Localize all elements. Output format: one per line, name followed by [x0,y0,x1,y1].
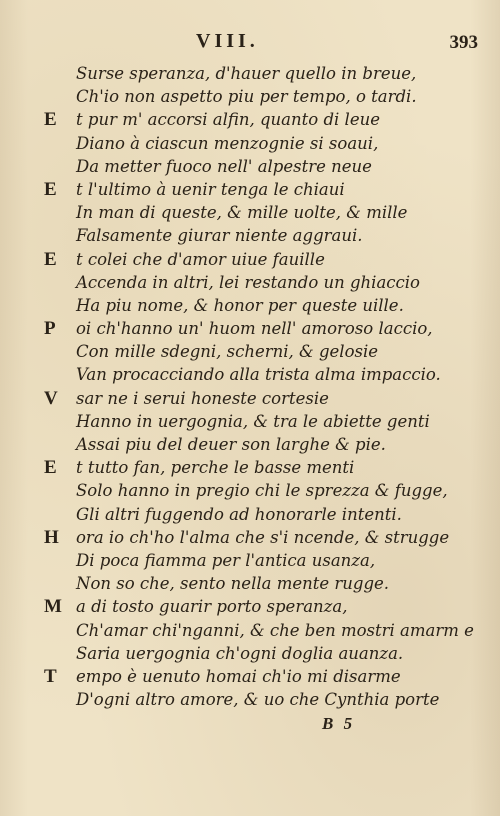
poem-line [0,317,500,340]
poem-line-text: Van procacciando alla trista alma impaccio. [76,365,441,385]
poem-line-text: Falsamente giurar niente aggraui. [76,226,363,246]
poem-line-text: t pur m' accorsi alfin, quanto di leue [76,110,380,130]
poem-line-text: Ch'io non aspetto piu per tempo, o tardi. [76,87,417,107]
poem-line [0,340,500,363]
stanza-initial: H [44,526,59,548]
poem-line-text: t l'ultimo à uenir tenga le chiaui [76,179,345,199]
poem-line-text: Saria uergognia ch'ogni doglia auanza. [76,643,404,663]
stanza-initial: V [44,387,58,409]
poem-line-text: Di poca fiamma per l'antica usanza, [76,550,376,570]
poem-line [0,363,500,386]
poem-line-text: Ha piu nome, & honor per queste uille. [76,295,404,315]
poem-line [0,619,500,642]
poem-line [0,688,500,711]
poem-line [0,178,500,201]
poem-line [0,456,500,479]
running-head: VIII. [196,30,259,52]
poem-line-text: Ch'amar chi'nganni, & che ben mostri amarm e [76,620,474,640]
poem-line [0,479,500,502]
poem-line-text: Da metter fuoco nell' alpestre neue [76,156,372,176]
poem-line-text: Gli altri fuggendo ad honorarle intenti. [76,504,402,524]
poem-line-text: Assai piu del deuer son larghe & pie. [76,435,386,454]
poem-line-text: D'ogni altro amore, & uo che Cynthia porte [76,690,440,710]
poem-line [0,595,500,618]
poem-line [0,294,500,317]
poem-body [0,62,500,711]
poem-line-text: empo è uenuto homai ch'io mi disarme [76,666,401,686]
poem-line [0,526,500,549]
poem-line [0,387,500,410]
stanza-initial: E [44,457,57,479]
stanza-initial: E [44,178,57,200]
poem-line [0,108,500,131]
poem-line [0,248,500,271]
poem-line-text: In man di queste, & mille uolte, & mille [76,203,408,223]
poem-line [0,62,500,85]
stanza-initial: P [44,318,56,340]
poem-line-text: sar ne i serui honeste cortesie [76,388,329,408]
poem-line [0,155,500,178]
poem-line [0,665,500,688]
poem-line [0,642,500,665]
poem-line-text: oi ch'hanno un' huom nell' amoroso laccio, [76,319,433,339]
poem-line-text: a di tosto guarir porto speranza, [76,597,348,617]
poem-line-text: t tutto fan, perche le basse menti [76,458,355,478]
poem-line [0,224,500,247]
signature-mark: B 5 [322,714,356,733]
poem-line [0,201,500,224]
stanza-initial: E [44,109,57,131]
poem-line [0,503,500,526]
poem-line [0,132,500,155]
poem-line [0,549,500,572]
poem-line-text: ora io ch'ho l'alma che s'i ncende, & strugge [76,527,450,547]
stanza-initial: M [44,596,62,618]
poem-line [0,85,500,108]
poem-line-text: Solo hanno in pregio chi le sprezza & fugge, [76,481,448,501]
poem-line [0,410,500,433]
poem-line-text: Non so che, sento nella mente rugge. [76,574,390,594]
poem-line-text: Diano à ciascun menzognie si soaui, [76,133,379,153]
poem-line [0,433,500,456]
poem-line [0,271,500,294]
stanza-initial: T [44,665,57,687]
poem-line-text: Con mille sdegni, scherni, & gelosie [76,342,379,362]
poem-line-text: Hanno in uergognia, & tra le abiette genti [76,411,430,431]
poem-line-text: Surse speranza, d'hauer quello in breue, [76,64,417,83]
poem-line [0,572,500,595]
poem-line-text: Accenda in altri, lei restando un ghiaccio [76,272,420,292]
stanza-initial: E [44,248,57,270]
page-number: 393 [449,32,478,53]
poem-line-text: t colei che d'amor uiue fauille [76,249,325,269]
